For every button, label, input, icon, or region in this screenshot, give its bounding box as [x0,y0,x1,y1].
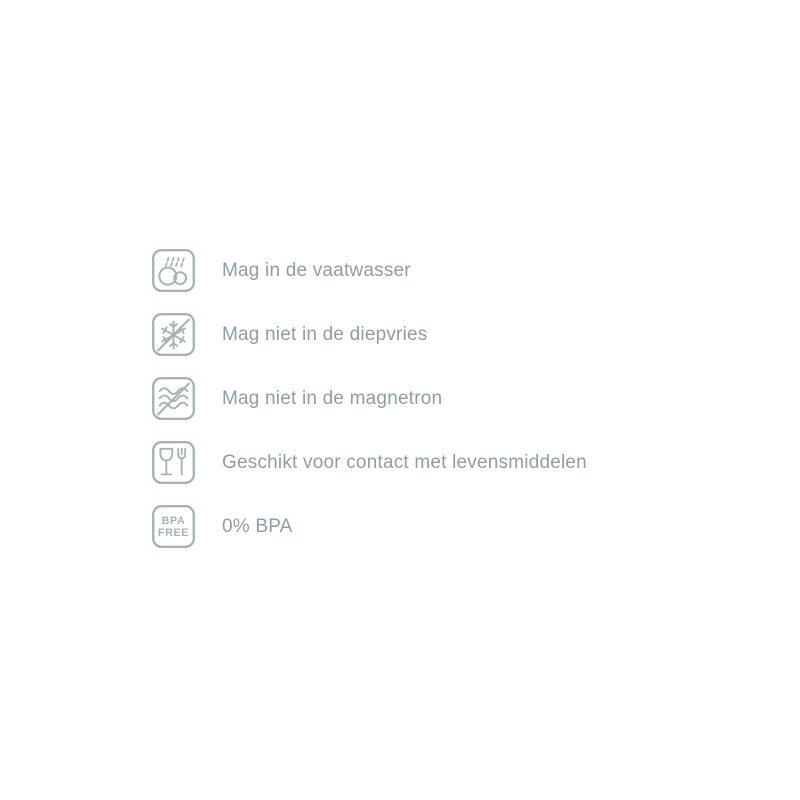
dishwasher-icon [152,249,195,292]
feature-label: 0% BPA [222,515,293,537]
feature-row-not-freezer-safe [152,313,587,356]
feature-label: Geschikt voor contact met levensmiddelen [222,451,587,473]
product-feature-list [152,249,587,569]
feature-row-not-microwave-safe [152,377,587,420]
feature-row-bpa-free [152,505,587,548]
no-microwave-icon [152,377,195,420]
bpa-badge-line1: BPA [161,514,186,527]
feature-label: Mag niet in de magnetron [222,387,443,409]
feature-row-dishwasher-safe [152,249,587,292]
feature-label: Mag niet in de diepvries [222,323,428,345]
feature-row-food-contact-safe [152,441,587,484]
bpa-free-icon [152,505,195,548]
glass-fork-icon [152,441,195,484]
bpa-badge-line2: FREE [157,526,190,539]
feature-label: Mag in de vaatwasser [222,259,411,281]
no-freezer-icon [152,313,195,356]
